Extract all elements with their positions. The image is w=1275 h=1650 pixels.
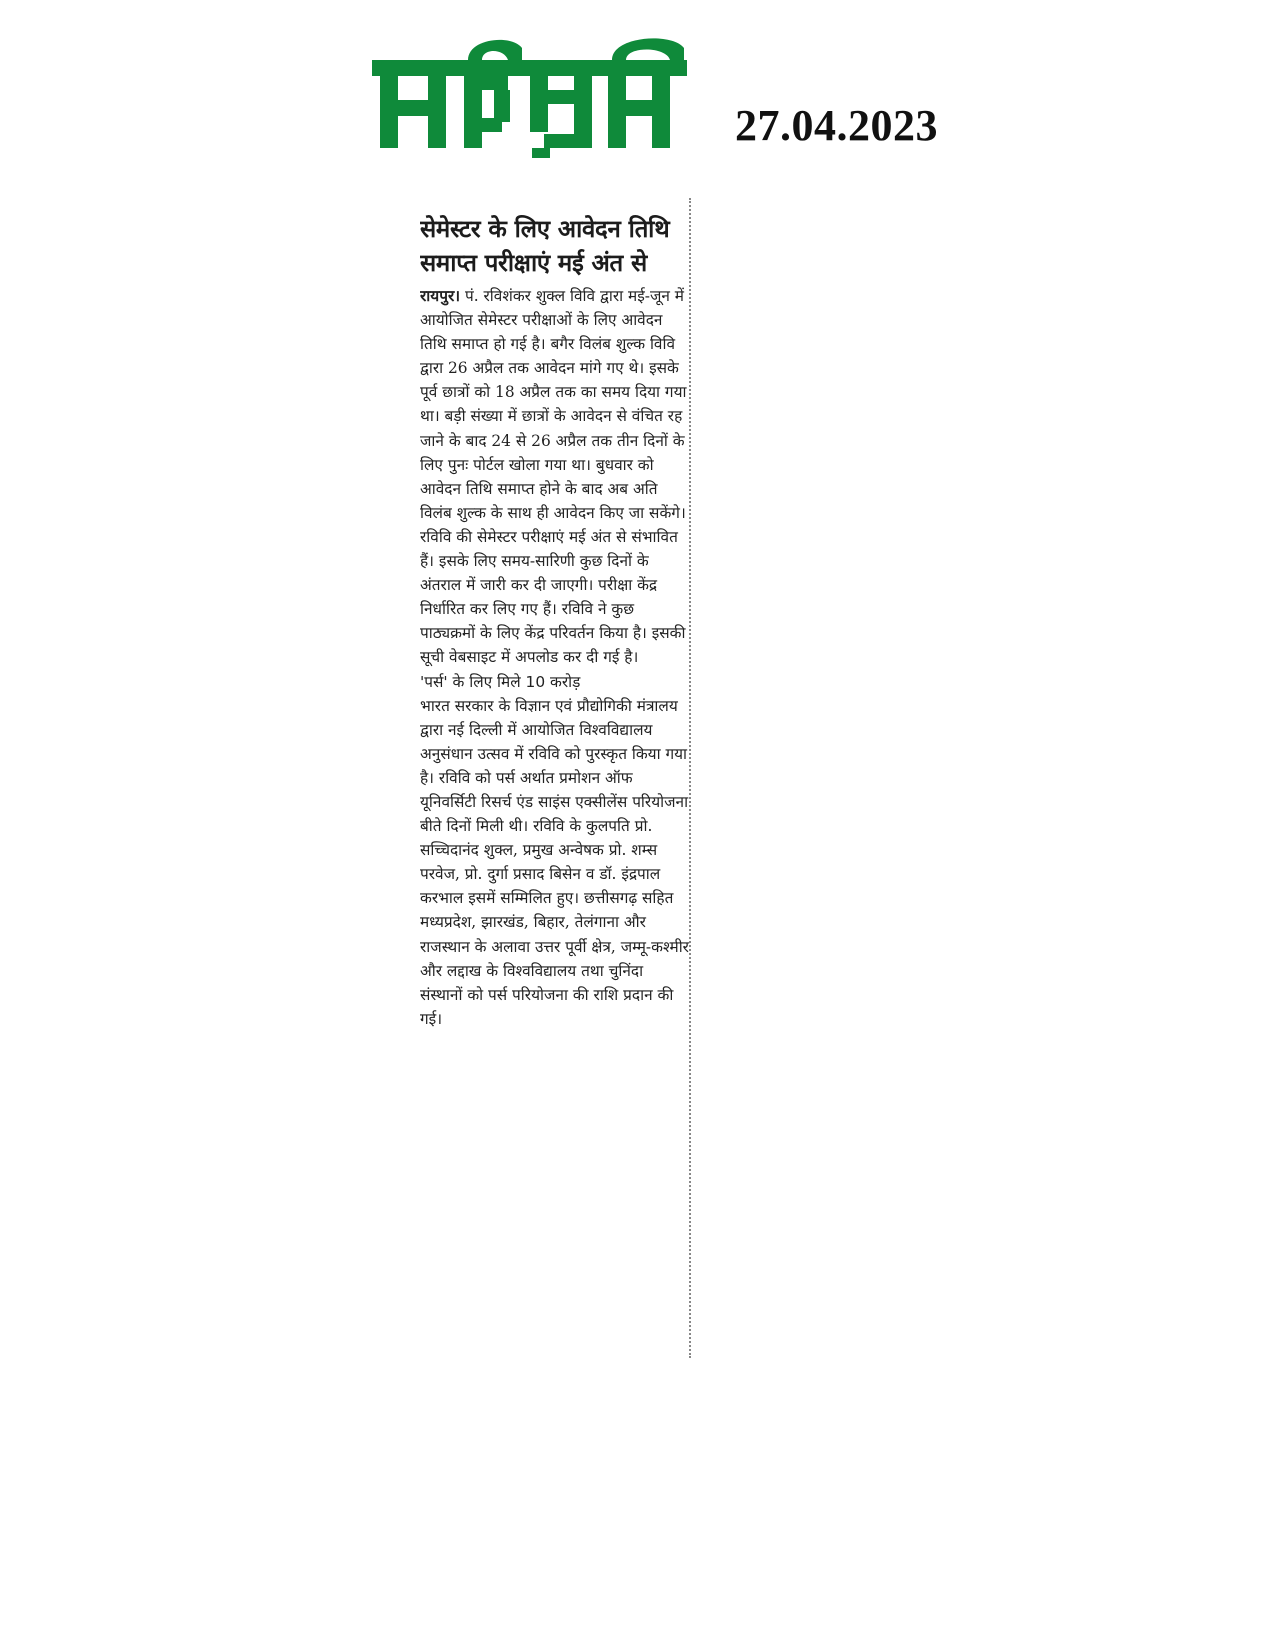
- news-article: [420, 198, 690, 1358]
- article-body: [420, 284, 690, 670]
- article-headline: सेमेस्टर के लिए आवेदन तिथि समाप्त परीक्षाएं मई अंत से: [420, 215, 670, 277]
- article-body-2: भारत सरकार के विज्ञान एवं प्रौद्योगिकी मंत्रालय द्वारा नई दिल्ली में आयोजित विश्वविद्यालय अनुसंधान उत्सव में रविवि को पुरस्कृत किया गया है। रविवि को पर्स अर्थात प्रमोशन ऑफ यूनिवर्सिटी रिसर्च एंड साइंस एक्सीलेंस परियोजना बीते दिनों मिली थी। रविवि के कुलपति प्रो. सच्चिदानंद शुक्ल, प्रमुख अन्वेषक प्रो. शम्स परवेज, प्रो. दुर्गा प्रसाद बिसेन व डॉ. इंद्रपाल करभाल इसमें सम्मिलित हुए। छत्तीसगढ़ सहित मध्यप्रदेश, झारखंड, बिहार, तेलंगाना और राजस्थान के अलावा उत्तर पूर्वी क्षेत्र, जम्मू-कश्मीर और लद्दाख के विश्वविद्यालय तथा चुनिंदा संस्थानों को पर्स परियोजना की राशि प्रदान की गई।: [420, 696, 689, 1028]
- newspaper-logo-graphic: [372, 30, 692, 160]
- publication-date: 27.04.2023: [735, 101, 938, 150]
- newspaper-logo: [372, 30, 692, 160]
- article-body-text: पं. रविशंकर शुक्ल विवि द्वारा मई-जून में आयोजित सेमेस्टर परीक्षाओं के लिए आवेदन तिथि समाप्त हो गई है। बगैर विलंब शुल्क विवि द्वारा 26 अप्रैल तक आवेदन मांगे गए थे। इसके पूर्व छात्रों को 18 अप्रैल तक का समय दिया गया था। बड़ी संख्या में छात्रों के आवेदन से वंचित रह जाने के बाद 24 से 26 अप्रैल तक तीन दिनों के लिए पुनः पोर्टल खोला गया था। बुधवार को आवेदन तिथि समाप्त होने के बाद अब अति विलंब शुल्क के साथ ही आवेदन किए जा सकेंगे। रविवि की सेमेस्टर परीक्षाएं मई अंत से संभावित हैं। इसके लिए समय-सारिणी कुछ दिनों के अंतराल में जारी कर दी जाएगी। परीक्षा केंद्र निर्धारित कर लिए गए हैं। रविवि ने कुछ पाठ्यक्रमों के लिए केंद्र परिवर्तन किया है। इसकी सूची वेबसाइट में अपलोड कर दी गई है।: [420, 287, 687, 667]
- article-subhead: 'पर्स' के लिए मिले 10 करोड़: [420, 672, 581, 691]
- truncated-next-line: [420, 1031, 690, 1043]
- article-dateline: रायपुर।: [420, 287, 461, 305]
